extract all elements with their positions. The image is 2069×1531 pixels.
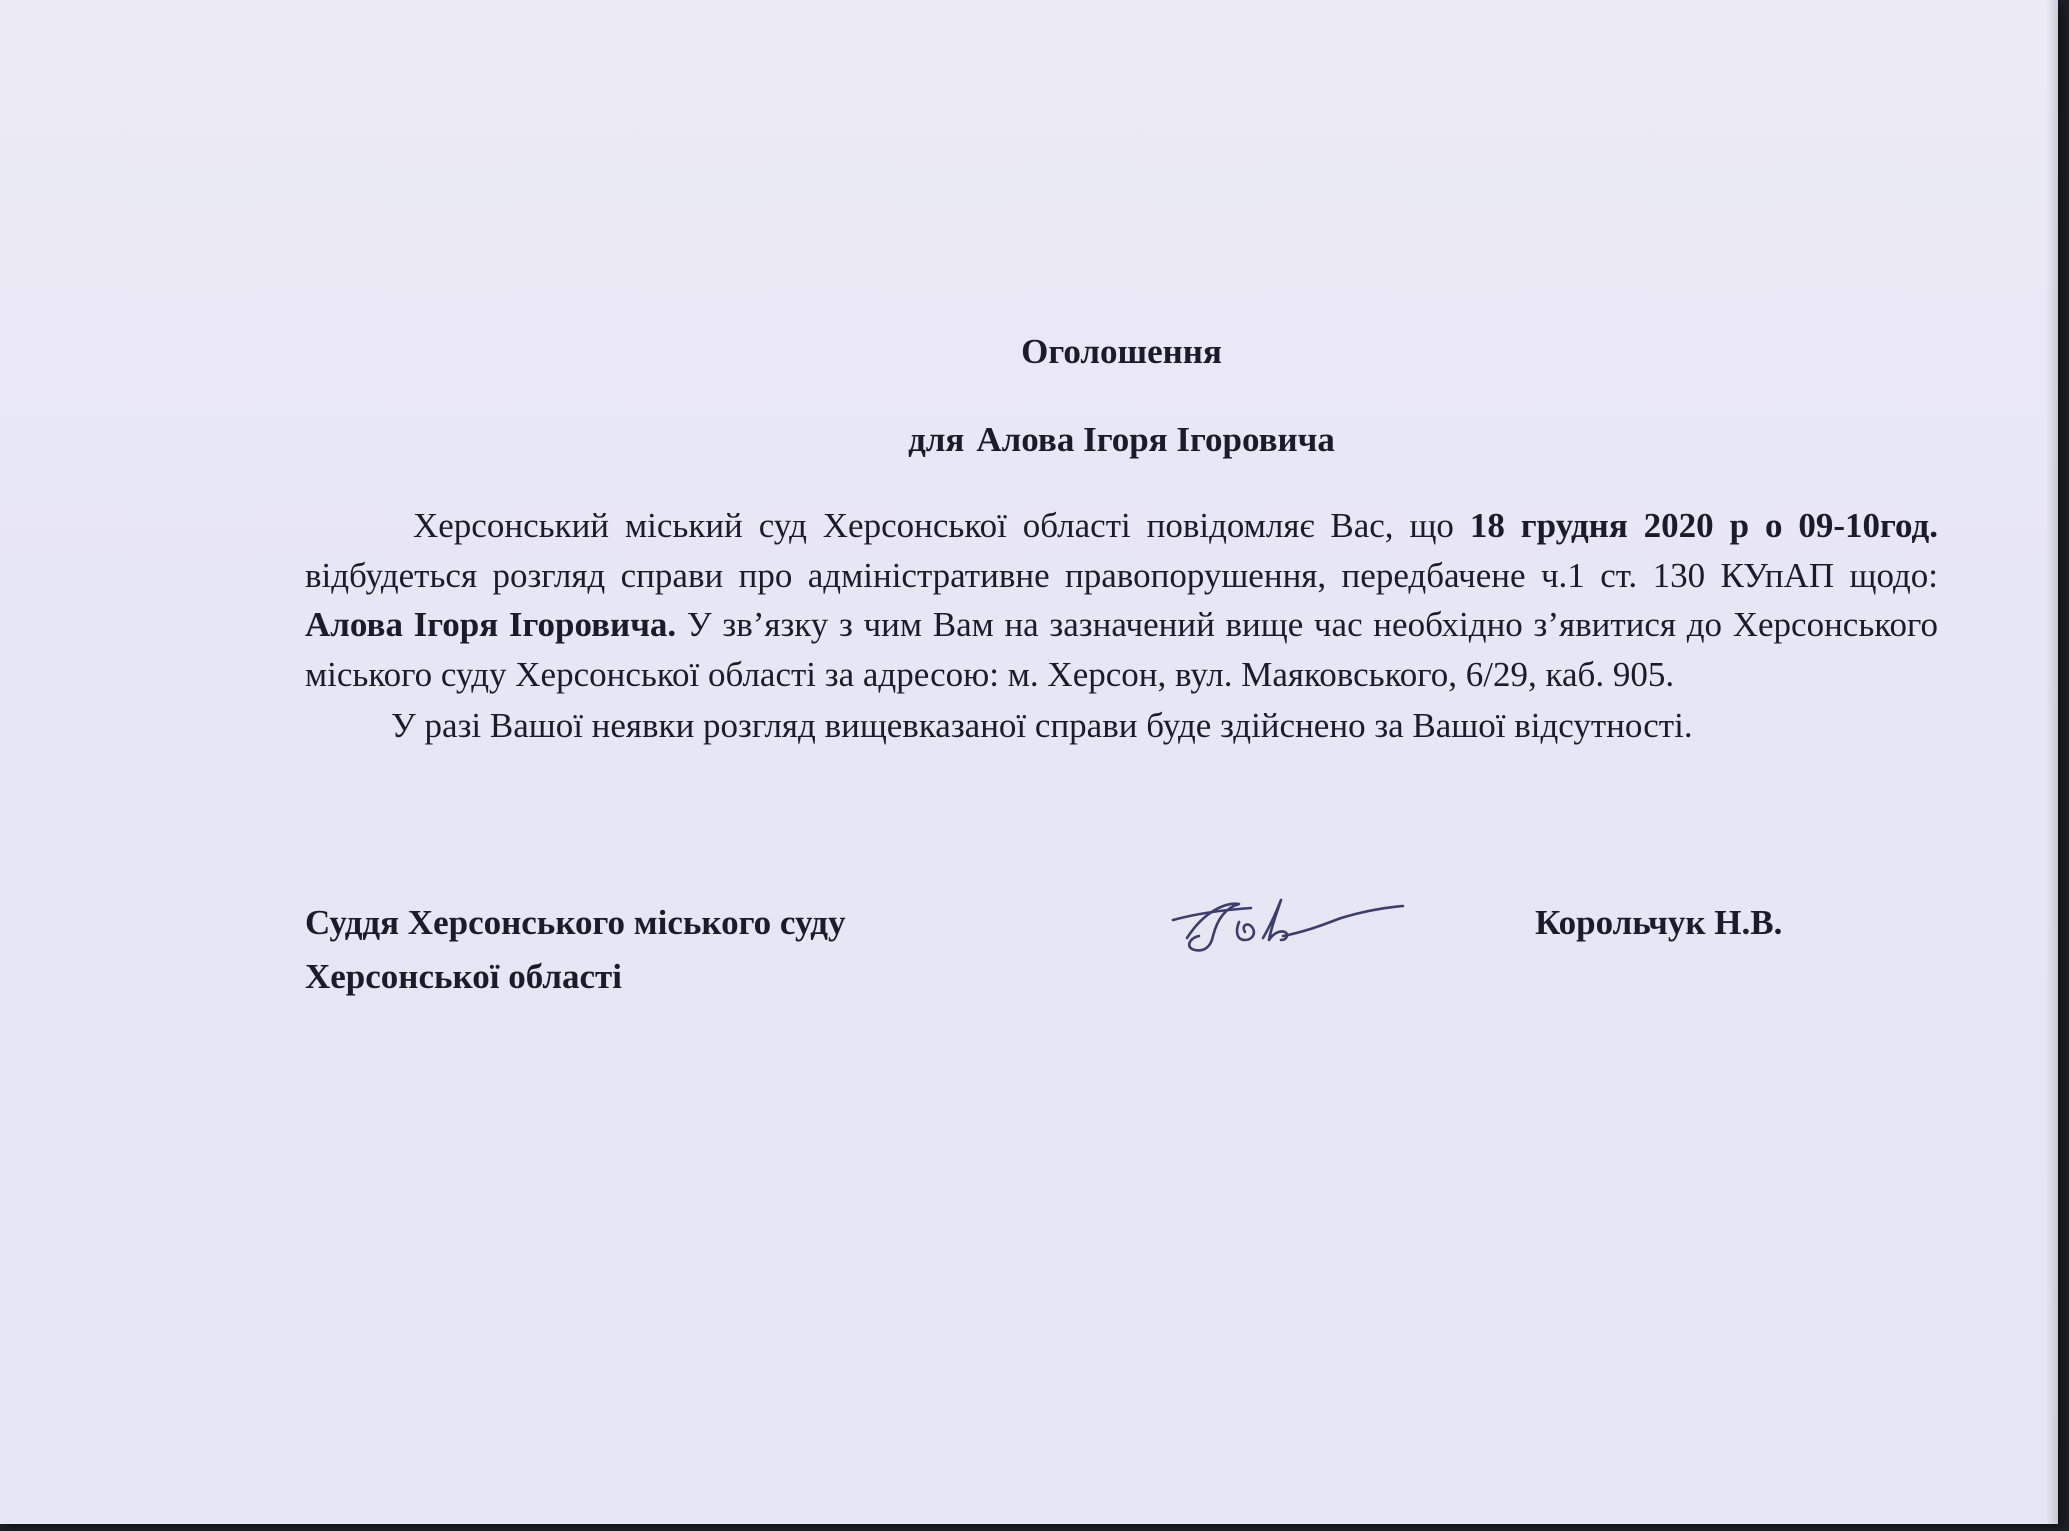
notice-paragraph-1 xyxy=(305,501,1938,699)
recipient-name: Алова Ігоря Ігоровича xyxy=(976,420,1335,459)
document-title: Оголошення xyxy=(1021,332,1222,371)
hearing-date: 18 грудня 2020 р о 09-10год. xyxy=(1469,506,1938,545)
paragraph-1-text-a: Херсонський міський суд Херсонської області повідомляє Вас, що xyxy=(413,506,1470,545)
notice-body xyxy=(305,501,1938,752)
signature-block xyxy=(305,896,1938,1016)
paragraph-1-text-b: відбудеться розгляд справи про адміністративне правопорушення, передбачене ч.1 ст. 130 КУпАП щодо: xyxy=(305,555,1938,595)
judge-title xyxy=(305,896,845,1004)
paragraph-1-text-c: У зв’язку з чим Вам на зазначений вище час необхідно з’явитися до Херсонського міського суду Херсонської області за адресою: м. Херсон, вул. Маяковського, 6/29, каб. 905. xyxy=(305,605,1939,694)
recipient-line xyxy=(305,420,1938,460)
recipient-prefix: для xyxy=(908,420,965,459)
judge-title-line-2: Херсонської області xyxy=(305,957,622,996)
judge-title-line-1: Суддя Херсонського міського суду xyxy=(305,903,846,942)
notice-paragraph-2: У разі Вашої неявки розгляд вищевказаної справи буде здійснено за Вашої відсутності. xyxy=(391,706,1693,745)
defendant-name: Алова Ігоря Ігоровича. xyxy=(305,605,677,644)
handwritten-signature-icon xyxy=(1165,880,1415,970)
judge-name: Корольчук Н.В. xyxy=(1535,903,1783,942)
